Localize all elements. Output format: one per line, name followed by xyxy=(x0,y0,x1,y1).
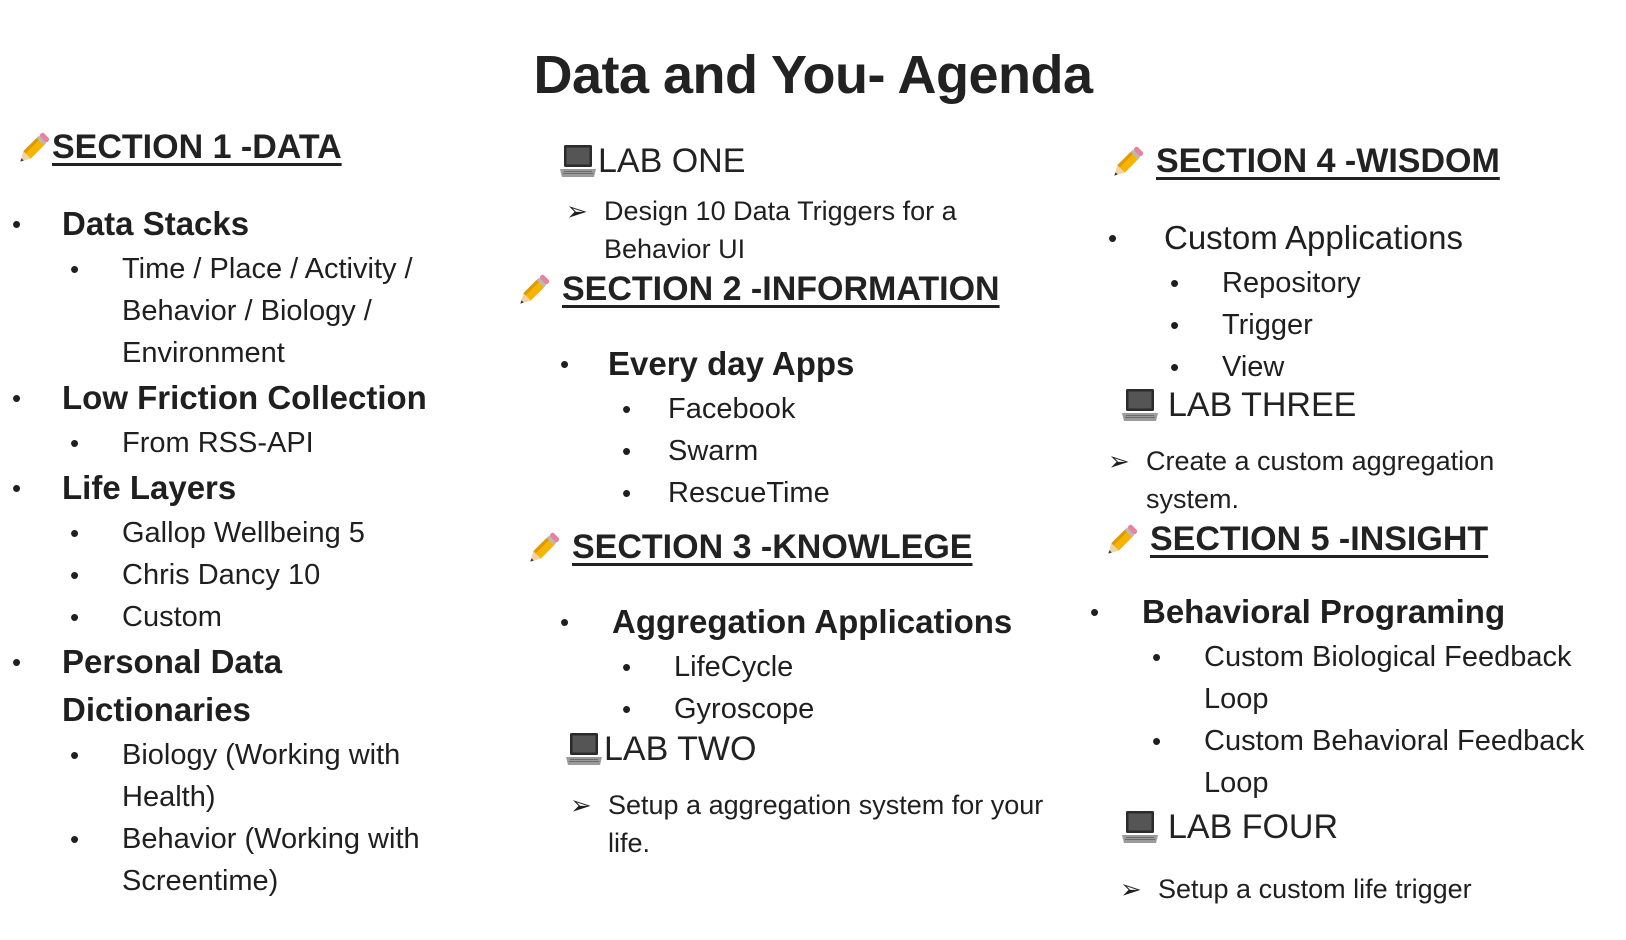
sub-list-item: • Facebook xyxy=(622,393,796,425)
lab-heading: LAB FOUR xyxy=(1168,808,1339,846)
sub-list-item: • Time / Place / Activity / Behavior / Biology / Environment xyxy=(70,253,413,369)
sub-list-item: • Chris Dancy 10 xyxy=(70,559,321,591)
section-4-header xyxy=(1106,142,1500,184)
lab-heading: LAB THREE xyxy=(1168,386,1357,424)
lab-2-description: ➢ Setup a aggregation system for your life. xyxy=(570,786,1070,862)
sub-list-item: • RescueTime xyxy=(622,477,830,509)
sub-list-item: • Custom Biological Feedback Loop xyxy=(1152,641,1572,715)
section-heading: SECTION 3 -KNOWLEGE xyxy=(572,528,973,566)
arrow-bullet-icon: ➢ xyxy=(1120,874,1142,904)
list-item: • Low Friction Collection xyxy=(12,379,427,416)
sub-list-item: • View xyxy=(1170,351,1285,383)
list-item: • Custom Applications xyxy=(1108,219,1463,256)
lab-1-description: ➢ Design 10 Data Triggers for a Behavior UI xyxy=(566,192,1006,268)
pencil-icon xyxy=(1106,142,1148,184)
arrow-bullet-icon: ➢ xyxy=(570,790,592,820)
section-4-list xyxy=(1108,214,1608,388)
section-heading: SECTION 1 -DATA xyxy=(52,128,342,166)
laptop-icon xyxy=(558,142,598,182)
sub-list-item: • Biology (Working with Health) xyxy=(70,739,401,813)
laptop-icon xyxy=(1120,808,1160,848)
sub-list-item: • Behavior (Working with Screentime) xyxy=(70,823,420,897)
section-1-list xyxy=(12,200,482,902)
lab-4-header xyxy=(1120,808,1338,848)
lab-heading: LAB ONE xyxy=(598,142,746,180)
section-heading: SECTION 2 -INFORMATION xyxy=(562,270,1000,308)
sub-list-item: • Gallop Wellbeing 5 xyxy=(70,517,365,549)
pencil-icon xyxy=(522,528,564,570)
list-item: • Aggregation Applications xyxy=(560,603,1013,640)
list-item: • Personal Data Dictionaries xyxy=(12,643,283,728)
section-2-header xyxy=(512,270,1000,312)
list-item: • Behavioral Programing xyxy=(1090,593,1506,630)
lab-1-header xyxy=(558,142,745,182)
sub-list-item: • Repository xyxy=(1170,267,1361,299)
list-item: • Every day Apps xyxy=(560,345,855,382)
pencil-icon xyxy=(1100,520,1142,562)
sub-list-item: • LifeCycle xyxy=(622,651,794,683)
sub-list-item: • Trigger xyxy=(1170,309,1313,341)
sub-list-item: • Custom Behavioral Feedback Loop xyxy=(1152,725,1585,799)
sub-list-item: • Custom xyxy=(70,601,222,633)
lab-3-description: ➢ Create a custom aggregation system. xyxy=(1108,442,1588,518)
arrow-bullet-icon: ➢ xyxy=(1108,446,1130,476)
section-3-header xyxy=(522,528,972,570)
section-5-header xyxy=(1100,520,1488,562)
section-5-list xyxy=(1090,588,1620,804)
arrow-bullet-icon: ➢ xyxy=(566,196,588,226)
page-title: Data and You- Agenda xyxy=(533,45,1093,105)
lab-3-header xyxy=(1120,386,1356,426)
laptop-icon xyxy=(564,730,604,770)
section-1-header xyxy=(12,128,342,170)
section-2-list xyxy=(560,340,1040,514)
sub-list-item: • Swarm xyxy=(622,435,759,467)
sub-list-item: • From RSS-API xyxy=(70,427,314,459)
lab-4-description: ➢ Setup a custom life trigger xyxy=(1120,870,1600,908)
lab-2-header xyxy=(564,730,756,770)
sub-list-item: • Gyroscope xyxy=(622,693,815,725)
list-item: • Life Layers xyxy=(12,469,237,506)
pencil-icon xyxy=(512,270,554,312)
list-item: • Data Stacks xyxy=(12,205,250,242)
section-3-list xyxy=(560,598,1060,730)
section-heading: SECTION 5 -INSIGHT xyxy=(1150,520,1489,558)
section-heading: SECTION 4 -WISDOM xyxy=(1156,142,1500,180)
laptop-icon xyxy=(1120,386,1160,426)
lab-heading: LAB TWO xyxy=(604,730,757,768)
pencil-icon xyxy=(12,128,54,170)
